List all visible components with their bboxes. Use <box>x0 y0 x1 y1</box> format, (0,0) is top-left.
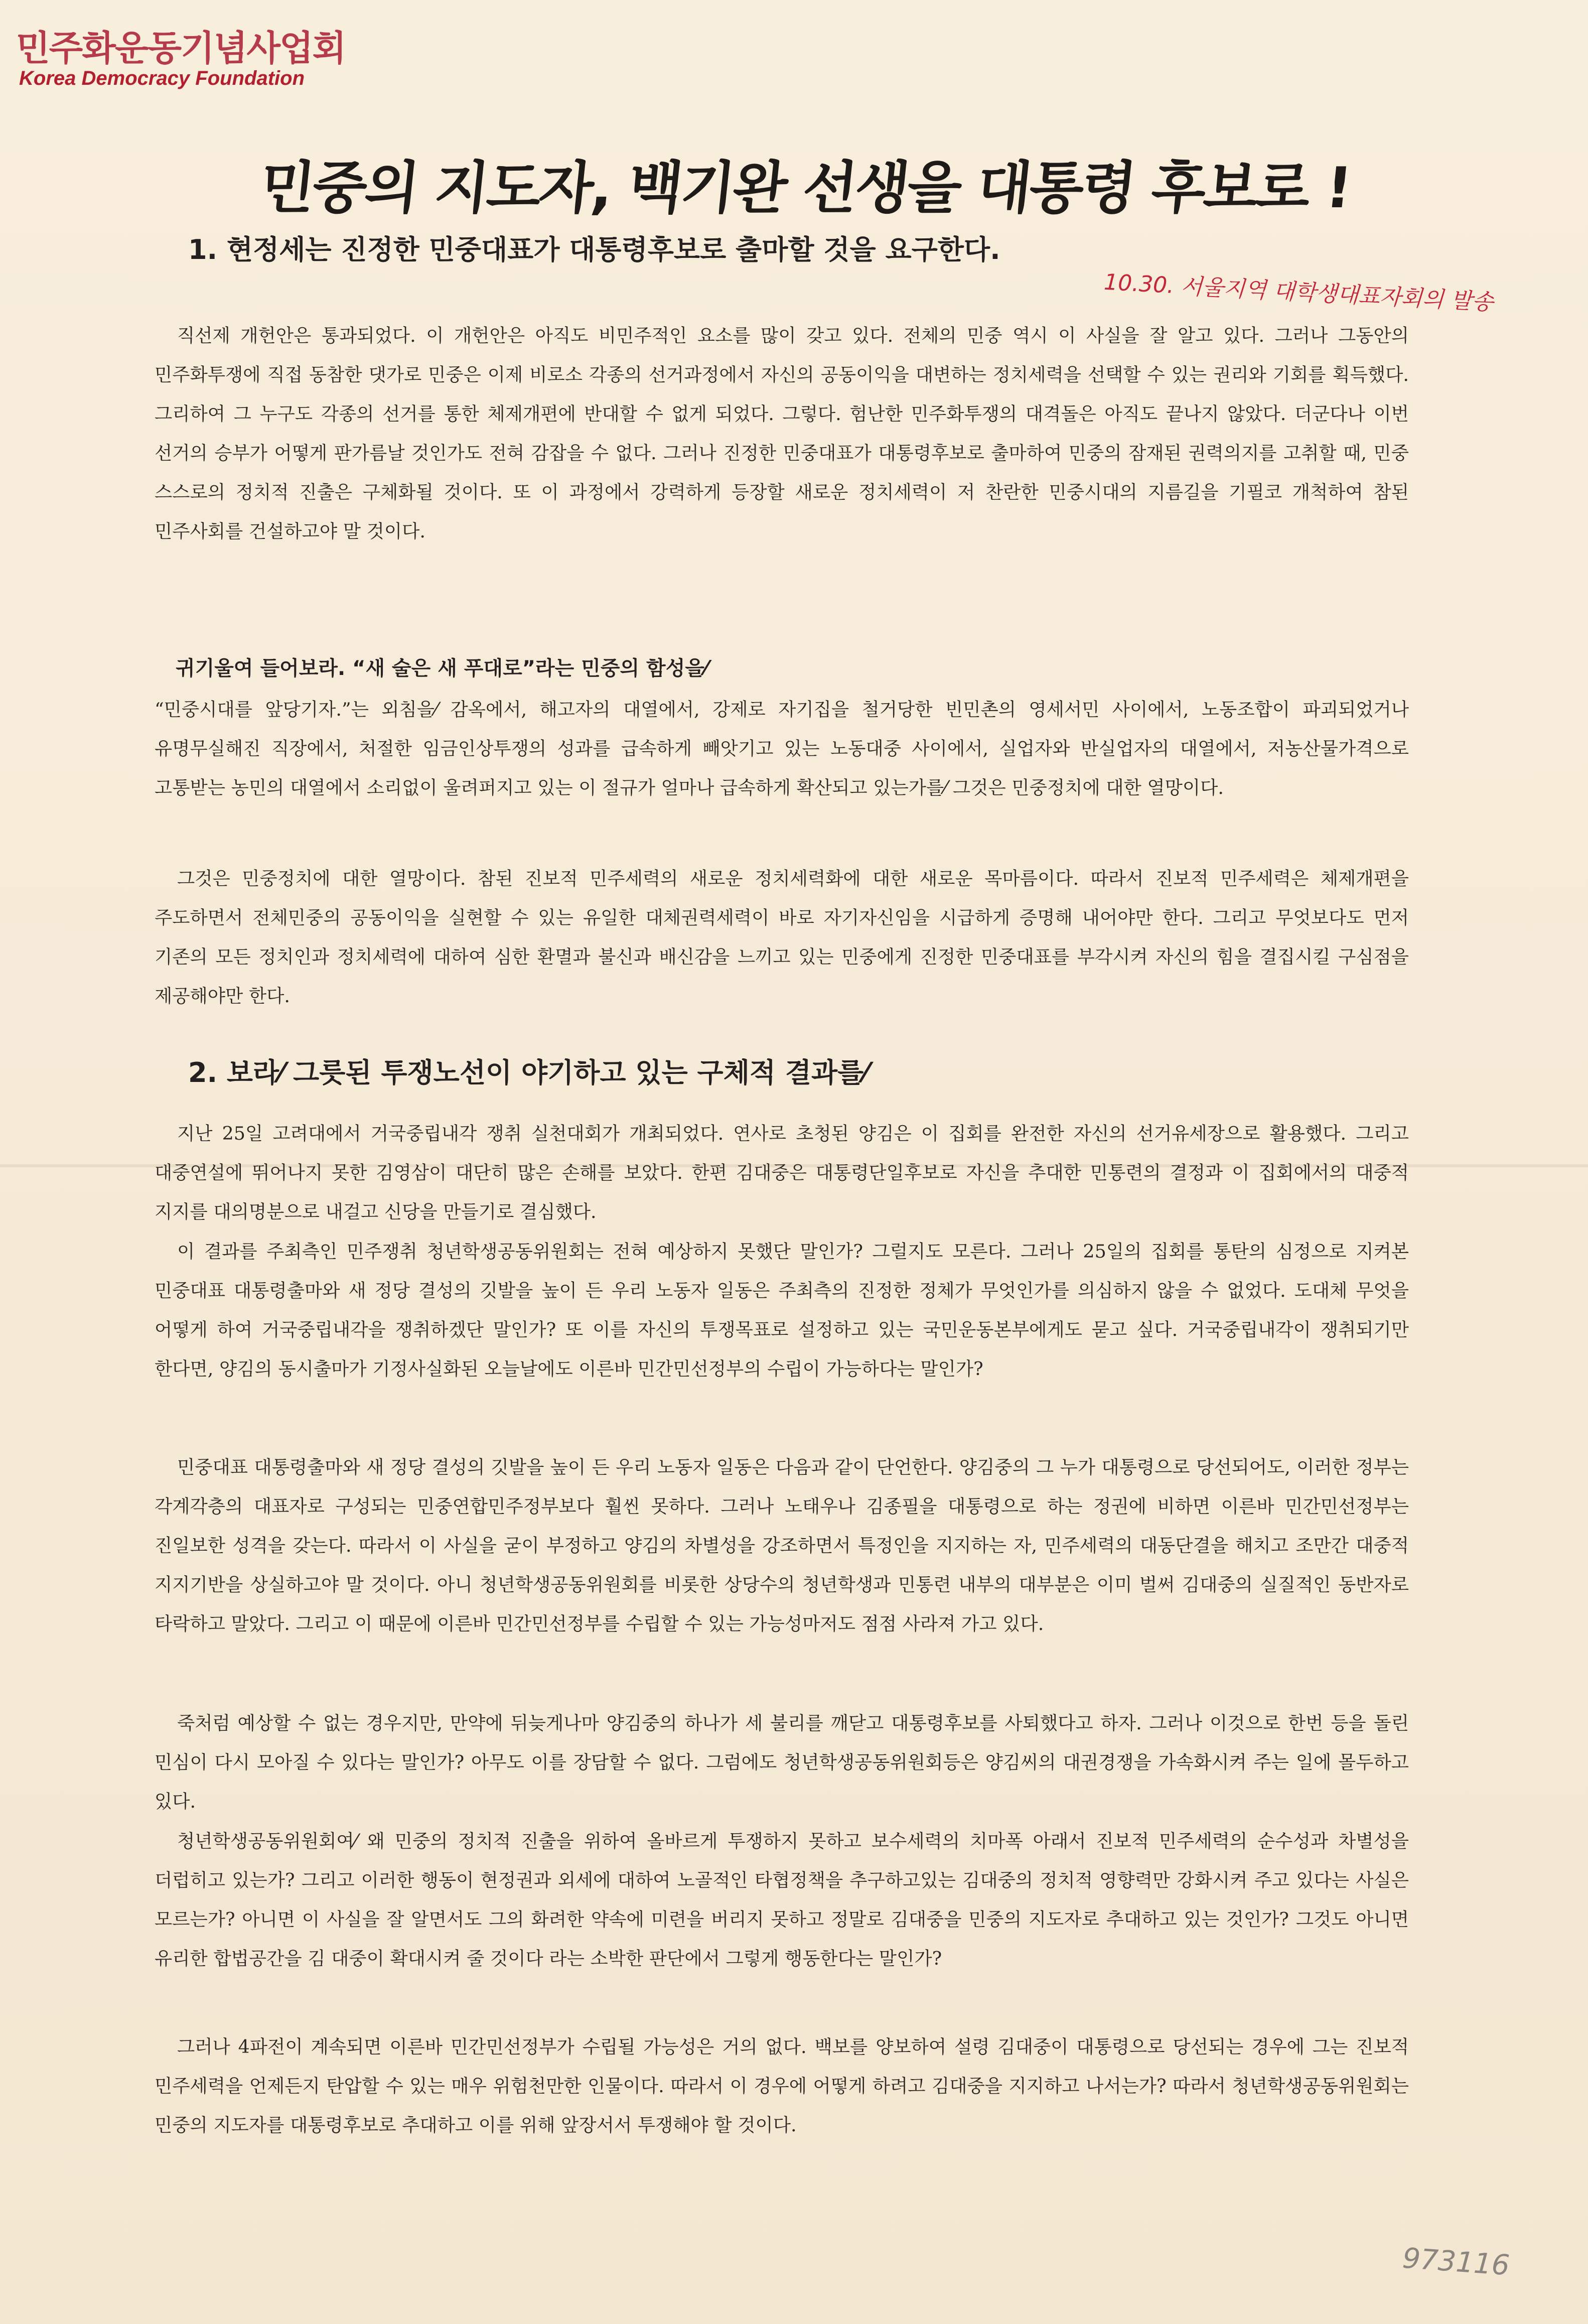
archive-number-stamp: 973116 <box>1401 2242 1511 2282</box>
section-1-lead-line: 귀기울여 들어보라. “새 술은 새 푸대로”라는 민중의 함성을⁄ <box>176 657 708 680</box>
section-2-paragraph: 민중대표 대통령출마와 새 정당 결성의 깃발을 높이 든 우리 노동자 일동은 다음과 같이 단언한다. 양김중의 그 누가 대통령으로 당선되어도, 이러한 정부는 각계각층의 대표자로 구성되는 민중연합민주정부보다 훨씬 못하다. 그러나 노태우나 김종필을 대통령으로 하는 정권에 비하면 이른바 민간민선정부는 진일보한 성격을 갖는다. 따라서 이 사실을 굳이 부정하고 양김의 차별성을 강조하면서 특정인을 지지하는 자, 민주세력의 대동단결을 해치고 조만간 대중적 지지기반을 상실하고야 말 것이다. 아니 청년학생공동위원회를 비롯한 상당수의 청년학생과 민통련 내부의 대부분은 이미 벌써 김대중의 실질적인 동반자로 타락하고 말았다. 그리고 이 때문에 이른바 민간민선정부를 수립할 수 있는 가능성마저도 점점 사라져 가고 있다. <box>155 1456 1409 1634</box>
section-2-paragraph: 지난 25일 고려대에서 거국중립내각 쟁취 실천대회가 개최되었다. 연사로 초청된 양김은 이 집회를 완전한 자신의 선거유세장으로 활용했다. 그리고 대중연설에 뛰어나지 못한 김영삼이 대단히 많은 손해를 보았다. 한편 김대중은 대통령단일후보로 자신을 추대한 민통련의 결정과 이 집회에서의 대중적 지지를 대의명분으로 내걸고 신당을 만들기로 결심했다. <box>155 1123 1409 1222</box>
section-2-paragraph: 청년학생공동위원회여⁄ 왜 민중의 정치적 진출을 위하여 올바르게 투쟁하지 못하고 보수세력의 치마폭 아래서 진보적 민주세력의 순수성과 차별성을 더럽히고 있는가? 그리고 이러한 행동이 현정권과 외세에 대하여 노골적인 타협정책을 추구하고있는 김대중의 정치적 영향력만 강화시켜 주고 있다는 사실은 모르는가? 아니면 이 사실을 잘 알면서도 그의 화려한 약속에 미련을 버리지 못하고 정말로 김대중을 민중의 지도자로 추대하고 있는 것인가? 그것도 아니면 유리한 합법공간을 김 대중이 확대시켜 줄 것이다 라는 소박한 판단에서 그렇게 행동한다는 말인가? <box>155 1830 1409 1969</box>
foundation-logo-english: Korea Democracy Foundation <box>19 67 305 89</box>
foundation-logo-korean: 민주화운동기념사업회 <box>16 28 346 69</box>
section-2-paragraph: 죽처럼 예상할 수 없는 경우지만, 만약에 뒤늦게나마 양김중의 하나가 세 불리를 깨닫고 대통령후보를 사퇴했다고 하자. 그러나 이것으로 한번 등을 돌린 민심이 다시 모아질 수 있다는 말인가? 아무도 이를 장담할 수 없다. 그럼에도 청년학생공동위원회등은 양김씨의 대권경쟁을 가속화시켜 주는 일에 몰두하고 있다. <box>155 1712 1409 1812</box>
section-1-paragraph: 직선제 개헌안은 통과되었다. 이 개헌안은 아직도 비민주적인 요소를 많이 갖고 있다. 전체의 민중 역시 이 사실을 잘 알고 있다. 그러나 그동안의 민주화투쟁에 직접 동참한 댓가로 민중은 이제 비로소 각종의 선거과정에서 자신의 공동이익을 대변하는 정치세력을 선택할 수 있는 권리와 기회를 획득했다. 그리하여 그 누구도 각종의 선거를 통한 체제개편에 반대할 수 없게 되었다. 그렇다. 험난한 민주화투쟁의 대격돌은 아직도 끝나지 않았다. 더군다나 이번 선거의 승부가 어떻게 판가름날 것인가도 전혀 감잡을 수 없다. 그러나 진정한 민중대표가 대통령후보로 출마하여 민중의 잠재된 권력의지를 고취할 때, 민중 스스로의 정치적 진출은 구체화될 것이다. 또 이 과정에서 강력하게 등장할 새로운 정치세력이 저 찬란한 민중시대의 지름길을 기필코 개척하여 참된 민주사회를 건설하고야 말 것이다. <box>155 325 1409 542</box>
handwritten-annotation: 10.30. 서울지역 대학생대표자회의 발송 <box>1103 269 1494 316</box>
section-1-paragraph: 그것은 민중정치에 대한 열망이다. 참된 진보적 민주세력의 새로운 정치세력화에 대한 새로운 목마름이다. 따라서 진보적 민주세력은 체제개편을 주도하면서 전체민중의 공동이익을 실현할 수 있는 유일한 대체권력세력이 바로 자기자신임을 시급하게 증명해 내어야만 한다. 그리고 무엇보다도 먼저 기존의 모든 정치인과 정치세력에 대하여 심한 환멸과 불신과 배신감을 느끼고 있는 민중에게 진정한 민중대표를 부각시켜 자신의 힘을 결집시킬 구심점을 제공해야만 한다. <box>155 868 1409 1007</box>
section-1-heading: 1. 현정세는 진정한 민중대표가 대통령후보로 출마할 것을 요구한다. <box>188 234 1000 265</box>
section-2-paragraph: 이 결과를 주최측인 민주쟁취 청년학생공동위원회는 전혀 예상하지 못했단 말인가? 그럴지도 모른다. 그러나 25일의 집회를 통탄의 심정으로 지켜본 민중대표 대통령출마와 새 정당 결성의 깃발을 높이 든 우리 노동자 일동은 주최측의 진정한 정체가 무엇인가를 의심하지 않을 수 없었다. 도대체 무엇을 어떻게 하여 거국중립내각을 쟁취하겠단 말인가? 또 이를 자신의 투쟁목표로 설정하고 있는 국민운동본부에게도 묻고 싶다. 거국중립내각이 쟁취되기만 한다면, 양김의 동시출마가 기정사실화된 오늘날에도 이른바 민간민선정부의 수립이 가능하다는 말인가? <box>155 1241 1409 1380</box>
section-2-paragraph: 그러나 4파전이 계속되면 이른바 민간민선정부가 수립될 가능성은 거의 없다. 백보를 양보하여 설령 김대중이 대통령으로 당선되는 경우에 그는 진보적 민주세력을 언제든지 탄압할 수 있는 매우 위험천만한 인물이다. 따라서 이 경우에 어떻게 하려고 김대중을 지지하고 나서는가? 따라서 청년학생공동위원회는 민중의 지도자를 대통령후보로 추대하고 이를 위해 앞장서서 투쟁해야 할 것이다. <box>155 2036 1409 2136</box>
document-title: 민중의 지도자, 백기완 선생을 대통령 후보로 ! <box>257 156 1353 221</box>
section-2-heading: 2. 보라⁄ 그릇된 투쟁노선이 야기하고 있는 구체적 결과를⁄ <box>188 1057 869 1088</box>
section-1-paragraph: “민중시대를 앞당기자.”는 외침을⁄ 감옥에서, 해고자의 대열에서, 강제로 자기집을 철거당한 빈민촌의 영세서민 사이에서, 노동조합이 파괴되었거나 유명무실해진 직장에서, 처절한 임금인상투쟁의 성과를 급속하게 빼앗기고 있는 노동대중 사이에서, 실업자와 반실업자의 대열에서, 저농산물가격으로 고통받는 농민의 대열에서 소리없이 울려퍼지고 있는 이 절규가 얼마나 급속하게 확산되고 있는가를⁄ 그것은 민중정치에 대한 열망이다. <box>155 699 1409 798</box>
